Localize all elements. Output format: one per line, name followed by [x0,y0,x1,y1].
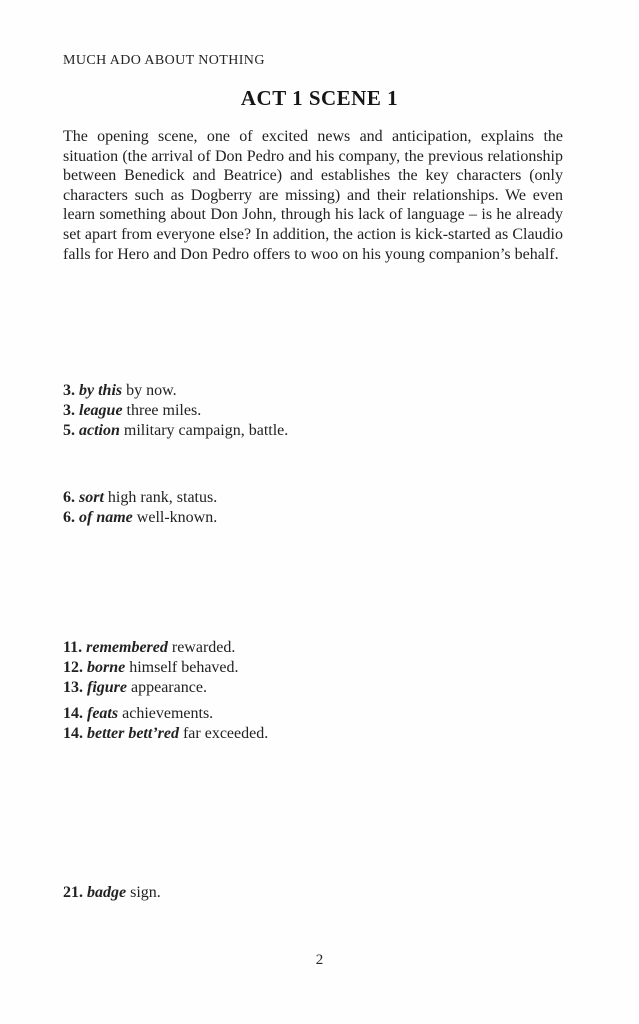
glossary-notes-group-4 [63,704,583,744]
scene-synopsis: The opening scene, one of excited news and anticipation, explains the situation (the arrival of Don Pedro and his company, the previous relationship between Benedick and Beatrice) and establishes the key characters (only characters such as Dogberry are missing) and their relationships. We even learn something about Don John, through his lack of language – is he already set apart from everyone else? In addition, the action is kick-started as Claudio falls for Hero and Don Pedro offers to woo on his young companion’s behalf. [63,128,563,263]
glossary-note [63,724,583,744]
scene-heading: ACT 1 SCENE 1 [240,86,399,110]
glossary-notes-group-5 [63,883,583,903]
note-line-number: 13. [63,679,83,696]
glossary-notes-group-3 [63,638,583,698]
note-definition: three miles. [126,402,202,419]
note-term: better bett’red [87,725,179,742]
glossary-note [63,678,583,698]
note-definition: far exceeded. [182,725,269,742]
note-term: by this [79,382,123,399]
note-line-number: 3. [63,382,75,399]
note-line-number: 6. [63,489,75,506]
note-term: remembered [86,639,168,656]
note-term: league [79,402,123,419]
note-definition: well-known. [136,509,218,526]
glossary-note [63,883,583,903]
page-number: 2 [315,952,324,968]
glossary-note [63,421,583,441]
note-term: figure [87,679,127,696]
note-definition: rewarded. [171,639,236,656]
glossary-note [63,381,583,401]
note-definition: appearance. [131,679,207,696]
note-term: sort [79,489,104,506]
note-definition: by now. [126,382,177,399]
note-definition: military campaign, battle. [123,422,289,439]
note-term: feats [87,705,119,722]
note-definition: high rank, status. [107,489,218,506]
note-line-number: 11. [63,639,83,656]
note-line-number: 5. [63,422,75,439]
note-line-number: 14. [63,725,83,742]
note-line-number: 14. [63,705,83,722]
glossary-note [63,401,583,421]
glossary-note [63,658,583,678]
note-term: of name [79,509,133,526]
note-line-number: 21. [63,884,83,901]
note-definition: sign. [130,884,161,901]
glossary-note [63,638,583,658]
note-term: borne [87,659,126,676]
note-definition: achievements. [122,705,214,722]
note-term: action [79,422,120,439]
glossary-note [63,488,583,508]
note-line-number: 3. [63,402,75,419]
glossary-note [63,704,583,724]
glossary-note [63,508,583,528]
note-definition: himself behaved. [129,659,239,676]
note-line-number: 12. [63,659,83,676]
glossary-notes-group-2 [63,488,583,528]
running-header: MUCH ADO ABOUT NOTHING [63,53,265,68]
glossary-notes-group-1 [63,381,583,441]
note-line-number: 6. [63,509,75,526]
note-term: badge [87,884,127,901]
